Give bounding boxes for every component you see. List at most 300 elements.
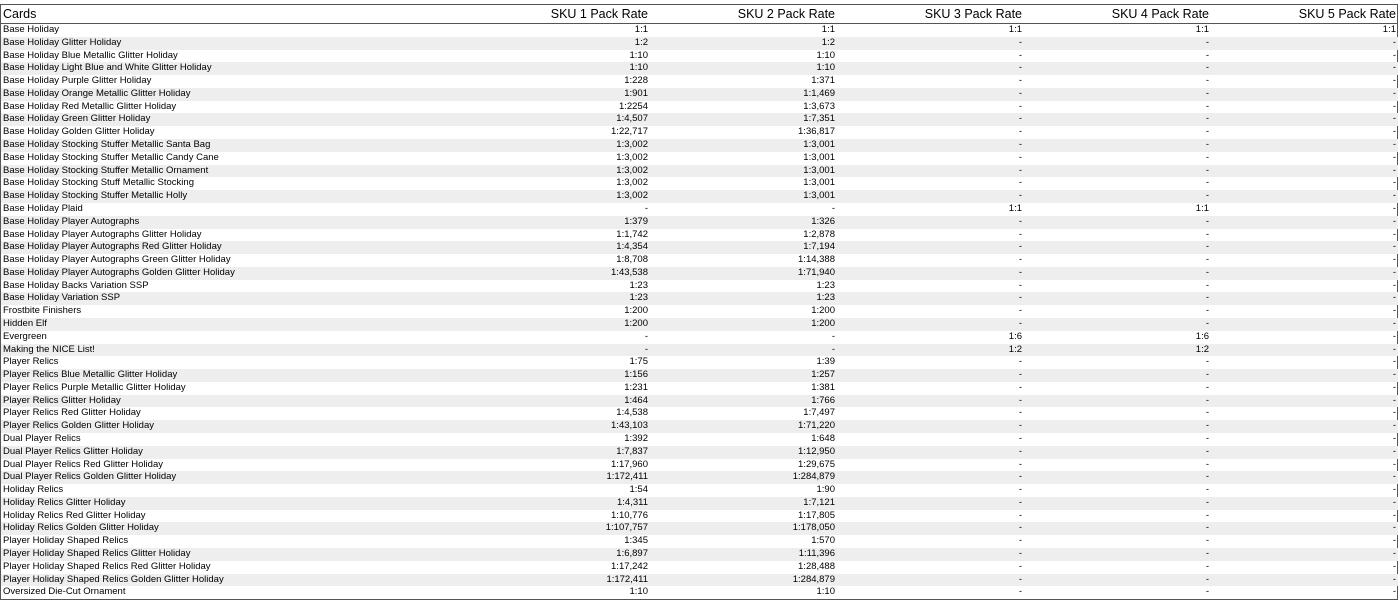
sku-3-rate-cell: - (837, 190, 1024, 203)
table-row (1, 344, 1398, 357)
sku-3-rate-cell: - (1018, 458, 1022, 470)
sku-2-rate-cell: - (831, 330, 835, 342)
card-name-cell: Player Relics Purple Metallic Glitter Holiday (3, 381, 186, 393)
card-name-cell: Player Relics Blue Metallic Glitter Holiday (1, 369, 463, 382)
sku-3-rate-cell: - (837, 88, 1024, 101)
sku-3-rate-cell: - (1018, 560, 1022, 572)
sku-4-rate-cell: - (1205, 484, 1209, 496)
table-row (1, 254, 1398, 267)
card-name-cell: Base Holiday Orange Metallic Glitter Holiday (1, 88, 463, 101)
sku-4-rate-cell: 1:1 (1195, 24, 1209, 35)
sku-3-rate-cell: - (1018, 586, 1022, 598)
column-header-sku-5: SKU 5 Pack Rate (1211, 5, 1398, 24)
sku-5-rate-cell: - (1211, 497, 1398, 510)
sku-5-rate-cell: - (1392, 535, 1396, 547)
table-row (1, 522, 1398, 535)
pack-rate-sheet (0, 4, 1398, 600)
sku-4-rate-cell: - (1205, 560, 1209, 572)
sku-3-rate-cell: - (1018, 228, 1022, 240)
sku-3-rate-cell: - (837, 574, 1024, 587)
sku-5-rate-cell: - (1211, 88, 1398, 101)
sku-2-rate-cell: 1:3,001 (803, 177, 835, 189)
sku-1-rate-cell: 1:3,002 (616, 177, 648, 189)
sku-4-rate-cell: - (1205, 509, 1209, 521)
sku-3-rate-cell: - (1018, 75, 1022, 87)
sku-1-rate-cell: 1:231 (624, 381, 648, 393)
sku-5-rate-cell: - (1211, 522, 1398, 535)
card-name-cell: Dual Player Relics Glitter Holiday (1, 446, 463, 459)
sku-1-rate-cell: 1:6,897 (463, 548, 650, 561)
sku-1-rate-cell: 1:1 (634, 24, 648, 35)
sku-3-rate-cell: - (837, 267, 1024, 280)
sku-4-rate-cell: - (1205, 458, 1209, 470)
sku-2-rate-cell: 1:14,388 (798, 254, 835, 266)
sku-4-rate-cell: - (1024, 292, 1211, 305)
sku-4-rate-cell: - (1024, 471, 1211, 484)
sku-3-rate-cell: - (837, 497, 1024, 510)
card-name-cell: Holiday Relics Red Glitter Holiday (3, 509, 146, 521)
sku-5-rate-cell: - (1392, 305, 1396, 317)
sku-1-rate-cell: 1:2254 (618, 100, 648, 112)
table-row (1, 407, 1398, 420)
sku-3-rate-cell: - (837, 37, 1024, 50)
sku-1-rate-cell: 1:43,538 (463, 267, 650, 280)
sku-1-rate-cell: 1:75 (629, 356, 648, 368)
card-name-cell: Player Relics Red Glitter Holiday (3, 407, 141, 419)
table-row (1, 152, 1398, 165)
card-name-cell: Holiday Relics Golden Glitter Holiday (1, 522, 463, 535)
table-row (1, 586, 1398, 599)
sku-4-rate-cell: - (1205, 279, 1209, 291)
sku-2-rate-cell: 1:1,469 (650, 88, 837, 101)
sku-1-rate-cell: 1:4,507 (463, 113, 650, 126)
table-row (1, 113, 1398, 126)
sku-5-rate-cell: - (1392, 381, 1396, 393)
sku-2-rate-cell: - (650, 344, 837, 357)
sku-4-rate-cell: 1:6 (1195, 330, 1209, 342)
card-name-cell: Player Holiday Shaped Relics Glitter Holiday (1, 548, 463, 561)
sku-2-rate-cell: 1:2,878 (803, 228, 835, 240)
sku-2-rate-cell: 1:7,121 (650, 497, 837, 510)
sku-4-rate-cell: - (1024, 139, 1211, 152)
sku-3-rate-cell: - (837, 241, 1024, 254)
sku-5-rate-cell: - (1211, 344, 1398, 357)
table-row (1, 395, 1398, 408)
sku-3-rate-cell: - (837, 369, 1024, 382)
sku-2-rate-cell: 1:10 (816, 49, 835, 61)
sku-4-rate-cell: - (1024, 318, 1211, 331)
card-name-cell: Base Holiday Red Metallic Glitter Holiday (3, 100, 177, 112)
sku-3-rate-cell: - (837, 446, 1024, 459)
table-row (1, 88, 1398, 101)
sku-3-rate-cell: - (1018, 433, 1022, 444)
sku-1-rate-cell: 1:10 (629, 49, 648, 61)
sku-5-rate-cell: - (1211, 165, 1398, 178)
sku-1-rate-cell: 1:23 (463, 292, 650, 305)
sku-1-rate-cell: 1:3,002 (463, 165, 650, 178)
sku-1-rate-cell: 1:10 (463, 62, 650, 75)
table-row (1, 37, 1398, 50)
sku-2-rate-cell: 1:39 (816, 356, 835, 368)
table-body (1, 24, 1398, 600)
sku-1-rate-cell: 1:17,960 (611, 458, 648, 470)
sku-4-rate-cell: - (1024, 574, 1211, 587)
table-row (1, 165, 1398, 178)
sku-2-rate-cell: 1:178,050 (650, 522, 837, 535)
sku-3-rate-cell: - (837, 395, 1024, 408)
sku-3-rate-cell: 1:2 (837, 344, 1024, 357)
sku-5-rate-cell: - (1392, 279, 1396, 291)
table-row (1, 203, 1398, 216)
card-name-cell: Base Holiday Player Autographs Green Glitter Holiday (3, 254, 231, 266)
sku-4-rate-cell: - (1024, 113, 1211, 126)
sku-2-rate-cell: 1:7,351 (650, 113, 837, 126)
sku-4-rate-cell: - (1024, 420, 1211, 433)
sku-5-rate-cell: - (1392, 560, 1396, 572)
sku-3-rate-cell: - (1018, 49, 1022, 61)
sku-4-rate-cell: - (1205, 49, 1209, 61)
sku-2-rate-cell: 1:326 (650, 216, 837, 229)
sku-2-rate-cell: 1:200 (811, 305, 835, 317)
sku-3-rate-cell: - (837, 522, 1024, 535)
table-row (1, 126, 1398, 139)
card-name-cell: Making the NICE List! (1, 344, 463, 357)
sku-4-rate-cell: - (1024, 395, 1211, 408)
sku-1-rate-cell: 1:7,837 (463, 446, 650, 459)
card-name-cell: Base Holiday Light Blue and White Glitter Holiday (1, 62, 463, 75)
table-row (1, 497, 1398, 510)
sku-4-rate-cell: - (1205, 151, 1209, 163)
sku-2-rate-cell: 1:10 (816, 586, 835, 598)
card-name-cell: Base Holiday Backs Variation SSP (3, 279, 149, 291)
sku-1-rate-cell: - (644, 202, 648, 214)
sku-2-rate-cell: 1:11,396 (650, 548, 837, 561)
card-name-cell: Base Holiday Glitter Holiday (1, 37, 463, 50)
sku-3-rate-cell: - (1018, 509, 1022, 521)
sku-5-rate-cell: - (1392, 407, 1396, 419)
sku-5-rate-cell: - (1211, 318, 1398, 331)
table-row (1, 292, 1398, 305)
sku-4-rate-cell: - (1024, 190, 1211, 203)
column-header-cards: Cards (1, 5, 463, 24)
card-name-cell: Base Holiday Plaid (3, 202, 83, 214)
sku-4-rate-cell: - (1205, 535, 1209, 547)
sku-5-rate-cell: - (1211, 369, 1398, 382)
sku-2-rate-cell: 1:23 (816, 279, 835, 291)
sku-2-rate-cell: 1:766 (650, 395, 837, 408)
sku-3-rate-cell: 1:6 (1008, 330, 1022, 342)
sku-4-rate-cell: - (1024, 37, 1211, 50)
sku-5-rate-cell: - (1392, 202, 1396, 214)
sku-3-rate-cell: - (1018, 381, 1022, 393)
sku-5-rate-cell: - (1211, 446, 1398, 459)
sku-4-rate-cell: - (1024, 267, 1211, 280)
sku-5-rate-cell: - (1211, 190, 1398, 203)
sku-1-rate-cell: 1:4,354 (463, 241, 650, 254)
sku-4-rate-cell: - (1205, 75, 1209, 87)
sku-5-rate-cell: - (1211, 62, 1398, 75)
table-row (1, 471, 1398, 484)
sku-2-rate-cell: 1:284,879 (650, 471, 837, 484)
sku-3-rate-cell: - (837, 471, 1024, 484)
column-header-sku-4: SKU 4 Pack Rate (1024, 5, 1211, 24)
sku-5-rate-cell: - (1392, 433, 1396, 444)
table-row (1, 446, 1398, 459)
table-row (1, 241, 1398, 254)
sku-5-rate-cell: - (1392, 458, 1396, 470)
sku-1-rate-cell: 1:901 (463, 88, 650, 101)
sku-4-rate-cell: - (1205, 100, 1209, 112)
card-name-cell: Dual Player Relics Red Glitter Holiday (3, 458, 163, 470)
card-name-cell: Base Holiday Blue Metallic Glitter Holiday (3, 49, 178, 61)
sku-5-rate-cell: - (1211, 548, 1398, 561)
sku-1-rate-cell: 1:4,311 (463, 497, 650, 510)
card-name-cell: Base Holiday Player Autographs Golden Glitter Holiday (1, 267, 463, 280)
sku-4-rate-cell: - (1024, 548, 1211, 561)
card-name-cell: Player Relics Golden Glitter Holiday (1, 420, 463, 433)
sku-4-rate-cell: - (1024, 165, 1211, 178)
card-name-cell: Player Holiday Shaped Relics (3, 535, 129, 547)
card-name-cell: Base Holiday Player Autographs Glitter Holiday (3, 228, 202, 240)
sku-5-rate-cell: - (1392, 509, 1396, 521)
sku-1-rate-cell: - (463, 344, 650, 357)
sku-4-rate-cell: - (1024, 369, 1211, 382)
sku-5-rate-cell: - (1211, 216, 1398, 229)
card-name-cell: Player Holiday Shaped Relics Golden Glitter Holiday (1, 574, 463, 587)
sku-1-rate-cell: 1:464 (463, 395, 650, 408)
table-row (1, 420, 1398, 433)
sku-2-rate-cell: 1:3,001 (803, 151, 835, 163)
sku-1-rate-cell: 1:1,742 (616, 228, 648, 240)
sku-3-rate-cell: - (837, 165, 1024, 178)
card-name-cell: Evergreen (3, 330, 47, 342)
sku-1-rate-cell: 1:200 (624, 305, 648, 317)
sku-1-rate-cell: - (644, 330, 648, 342)
sku-4-rate-cell: - (1205, 177, 1209, 189)
table-row (1, 24, 1398, 37)
sku-3-rate-cell: - (837, 113, 1024, 126)
sku-3-rate-cell: - (1018, 151, 1022, 163)
sku-1-rate-cell: 1:172,411 (463, 574, 650, 587)
sku-4-rate-cell: - (1205, 356, 1209, 368)
sku-1-rate-cell: 1:379 (463, 216, 650, 229)
sku-3-rate-cell: - (837, 139, 1024, 152)
sku-2-rate-cell: 1:3,001 (650, 190, 837, 203)
sku-2-rate-cell: 1:28,488 (798, 560, 835, 572)
sku-3-rate-cell: - (1018, 254, 1022, 266)
sku-2-rate-cell: 1:12,950 (650, 446, 837, 459)
sku-5-rate-cell: - (1211, 241, 1398, 254)
table-row (1, 216, 1398, 229)
card-name-cell: Player Relics Glitter Holiday (1, 395, 463, 408)
sku-5-rate-cell: - (1392, 228, 1396, 240)
sku-1-rate-cell: 1:392 (624, 433, 648, 444)
card-name-cell: Base Holiday Stocking Stuffer Metallic Holly (1, 190, 463, 203)
card-name-cell: Player Holiday Shaped Relics Red Glitter Holiday (3, 560, 211, 572)
sku-3-rate-cell: - (1018, 177, 1022, 189)
sku-3-rate-cell: - (1018, 305, 1022, 317)
table-row (1, 75, 1398, 88)
sku-2-rate-cell: 1:1 (821, 24, 835, 35)
sku-1-rate-cell: 1:3,002 (463, 190, 650, 203)
sku-4-rate-cell: - (1205, 126, 1209, 138)
table-row (1, 177, 1398, 190)
column-header-sku-1: SKU 1 Pack Rate (463, 5, 650, 24)
sku-3-rate-cell: - (1018, 100, 1022, 112)
sku-5-rate-cell: - (1392, 330, 1396, 342)
sku-5-rate-cell: - (1211, 395, 1398, 408)
card-name-cell: Frostbite Finishers (3, 305, 82, 317)
sku-5-rate-cell: - (1211, 292, 1398, 305)
sku-1-rate-cell: 1:200 (463, 318, 650, 331)
card-name-cell: Holiday Relics (3, 484, 64, 496)
sku-5-rate-cell: - (1211, 267, 1398, 280)
header-row (1, 5, 1398, 24)
sku-3-rate-cell: - (1018, 279, 1022, 291)
sku-2-rate-cell: 1:36,817 (798, 126, 835, 138)
sku-2-rate-cell: 1:23 (650, 292, 837, 305)
card-name-cell: Base Holiday Golden Glitter Holiday (3, 126, 155, 138)
table-row (1, 229, 1398, 242)
table-row (1, 369, 1398, 382)
sku-2-rate-cell: 1:284,879 (650, 574, 837, 587)
sku-1-rate-cell: 1:8,708 (616, 254, 648, 266)
column-header-sku-3: SKU 3 Pack Rate (837, 5, 1024, 24)
sku-3-rate-cell: - (837, 292, 1024, 305)
sku-5-rate-cell: - (1211, 139, 1398, 152)
table-row (1, 459, 1398, 472)
table-row (1, 139, 1398, 152)
card-name-cell: Base Holiday Green Glitter Holiday (1, 113, 463, 126)
sku-2-rate-cell: 1:71,220 (650, 420, 837, 433)
card-name-cell: Base Holiday Player Autographs Red Glitter Holiday (1, 241, 463, 254)
sku-3-rate-cell: - (1018, 356, 1022, 368)
card-name-cell: Base Holiday Variation SSP (1, 292, 463, 305)
sku-2-rate-cell: 1:3,001 (650, 139, 837, 152)
sku-4-rate-cell: - (1205, 381, 1209, 393)
sku-4-rate-cell: 1:1 (1195, 202, 1209, 214)
sku-5-rate-cell: - (1392, 49, 1396, 61)
table-row (1, 62, 1398, 75)
sku-5-rate-cell: - (1392, 75, 1396, 87)
sku-4-rate-cell: - (1024, 446, 1211, 459)
sku-2-rate-cell: 1:7,194 (650, 241, 837, 254)
table-row (1, 280, 1398, 293)
sku-2-rate-cell: 1:648 (811, 433, 835, 444)
card-name-cell: Base Holiday Stocking Stuffer Metallic Candy Cane (3, 151, 219, 163)
sku-3-rate-cell: - (837, 62, 1024, 75)
sku-5-rate-cell: - (1392, 356, 1396, 368)
sku-3-rate-cell: - (1018, 126, 1022, 138)
sku-1-rate-cell: 1:228 (624, 75, 648, 87)
sku-1-rate-cell: 1:22,717 (611, 126, 648, 138)
sku-5-rate-cell: - (1211, 420, 1398, 433)
sku-1-rate-cell: 1:345 (624, 535, 648, 547)
sku-1-rate-cell: 1:43,103 (463, 420, 650, 433)
card-name-cell: Base Holiday Player Autographs (1, 216, 463, 229)
sku-3-rate-cell: - (837, 318, 1024, 331)
sku-2-rate-cell: 1:17,805 (798, 509, 835, 521)
sku-1-rate-cell: 1:17,242 (611, 560, 648, 572)
sku-1-rate-cell: 1:10,776 (611, 509, 648, 521)
sku-1-rate-cell: 1:54 (629, 484, 648, 496)
sku-1-rate-cell: 1:23 (629, 279, 648, 291)
card-name-cell: Dual Player Relics (3, 433, 81, 444)
table-row (1, 267, 1398, 280)
sku-3-rate-cell: - (1018, 535, 1022, 547)
sku-1-rate-cell: 1:3,002 (616, 151, 648, 163)
sku-4-rate-cell: - (1205, 254, 1209, 266)
sku-5-rate-cell: - (1392, 177, 1396, 189)
sku-3-rate-cell: - (837, 216, 1024, 229)
sku-3-rate-cell: 1:1 (1008, 24, 1022, 35)
sku-2-rate-cell: 1:3,673 (803, 100, 835, 112)
sku-2-rate-cell: 1:3,001 (650, 165, 837, 178)
sku-1-rate-cell: 1:156 (463, 369, 650, 382)
table-row (1, 101, 1398, 114)
card-name-cell: Base Holiday Stocking Stuffer Metallic Ornament (1, 165, 463, 178)
sku-5-rate-cell: - (1392, 586, 1396, 598)
sku-2-rate-cell: 1:29,675 (798, 458, 835, 470)
sku-4-rate-cell: - (1024, 216, 1211, 229)
card-name-cell: Oversized Die-Cut Ornament (3, 586, 126, 598)
sku-5-rate-cell: - (1392, 151, 1396, 163)
sku-4-rate-cell: 1:2 (1024, 344, 1211, 357)
table-row (1, 433, 1398, 446)
sku-3-rate-cell: - (837, 420, 1024, 433)
table-row (1, 484, 1398, 497)
sku-3-rate-cell: - (1018, 484, 1022, 496)
sku-2-rate-cell: 1:10 (650, 62, 837, 75)
table-row (1, 548, 1398, 561)
table-row (1, 535, 1398, 548)
card-name-cell: Base Holiday Purple Glitter Holiday (3, 75, 152, 87)
table-row (1, 190, 1398, 203)
table-row (1, 382, 1398, 395)
sku-2-rate-cell: 1:381 (811, 381, 835, 393)
sku-1-rate-cell: 1:3,002 (463, 139, 650, 152)
sku-2-rate-cell: 1:257 (650, 369, 837, 382)
sku-4-rate-cell: - (1205, 433, 1209, 444)
sku-5-rate-cell: - (1211, 37, 1398, 50)
table-row (1, 318, 1398, 331)
table-row (1, 356, 1398, 369)
sku-2-rate-cell: 1:2 (650, 37, 837, 50)
sku-4-rate-cell: - (1205, 228, 1209, 240)
pack-rate-table (1, 5, 1398, 599)
sku-2-rate-cell: 1:90 (816, 484, 835, 496)
sku-2-rate-cell: 1:200 (650, 318, 837, 331)
sku-5-rate-cell: - (1392, 484, 1396, 496)
sku-2-rate-cell: 1:71,940 (650, 267, 837, 280)
sku-3-rate-cell: 1:1 (1008, 202, 1022, 214)
sku-4-rate-cell: - (1205, 407, 1209, 419)
sku-5-rate-cell: - (1392, 126, 1396, 138)
sku-3-rate-cell: - (837, 548, 1024, 561)
card-name-cell: Base Holiday Stocking Stuffer Metallic Santa Bag (1, 139, 463, 152)
sku-4-rate-cell: - (1024, 497, 1211, 510)
table-row (1, 50, 1398, 63)
table-row (1, 331, 1398, 344)
card-name-cell: Hidden Elf (1, 318, 463, 331)
sku-4-rate-cell: - (1024, 522, 1211, 535)
sku-4-rate-cell: - (1024, 88, 1211, 101)
sku-2-rate-cell: 1:570 (811, 535, 835, 547)
sku-1-rate-cell: 1:172,411 (463, 471, 650, 484)
sku-2-rate-cell: 1:7,497 (803, 407, 835, 419)
card-name-cell: Holiday Relics Glitter Holiday (1, 497, 463, 510)
sku-5-rate-cell: - (1211, 471, 1398, 484)
